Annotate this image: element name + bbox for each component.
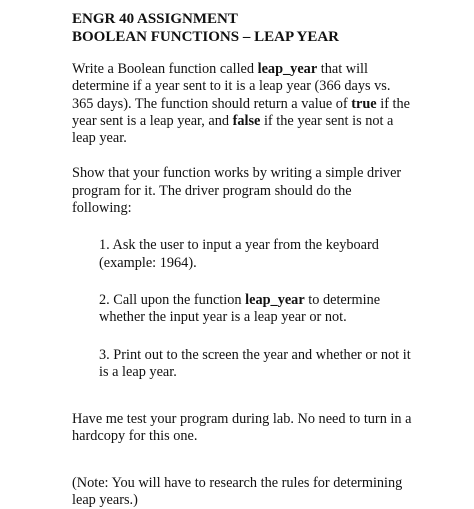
intro-paragraph	[72, 61, 412, 147]
step-2-text-2: to determine whether the input year is a leap year or not.	[99, 291, 381, 326]
step-2-function-name: leap_year	[245, 291, 305, 308]
step-3: 3. Print out to the screen the year and whether or not it is a leap year.	[99, 346, 411, 380]
research-note-paragraph: (Note: You will have to research the rules for determining leap years.)	[72, 474, 403, 509]
course-heading: ENGR 40 ASSIGNMENT	[72, 11, 238, 27]
assignment-title: BOOLEAN FUNCTIONS – LEAP YEAR	[72, 29, 339, 45]
function-name: leap_year	[257, 61, 318, 77]
true-keyword: true	[351, 95, 377, 112]
false-keyword: false	[232, 112, 261, 129]
step-1: 1. Ask the user to input a year from the keyboard (example: 1964).	[99, 237, 379, 271]
intro-text-3: if the year sent is a leap year, and	[72, 95, 411, 129]
intro-text-4: if the year sent is not a leap year.	[72, 112, 394, 147]
step-2-text-1: 2. Call upon the function	[99, 291, 246, 308]
intro-text-1: Write a Boolean function called	[72, 61, 258, 77]
intro-text-2: that will determine if a year sent to it is a leap year (366 days vs. 365 days). The function should return a value of	[72, 61, 391, 112]
assignment-document	[72, 10, 412, 509]
driver-paragraph: Show that your function works by writing a simple driver program for it. The driver program should do the following:	[72, 165, 402, 217]
step-2	[99, 292, 412, 327]
lab-note-paragraph: Have me test your program during lab. No need to turn in a hardcopy for this one.	[72, 411, 412, 445]
